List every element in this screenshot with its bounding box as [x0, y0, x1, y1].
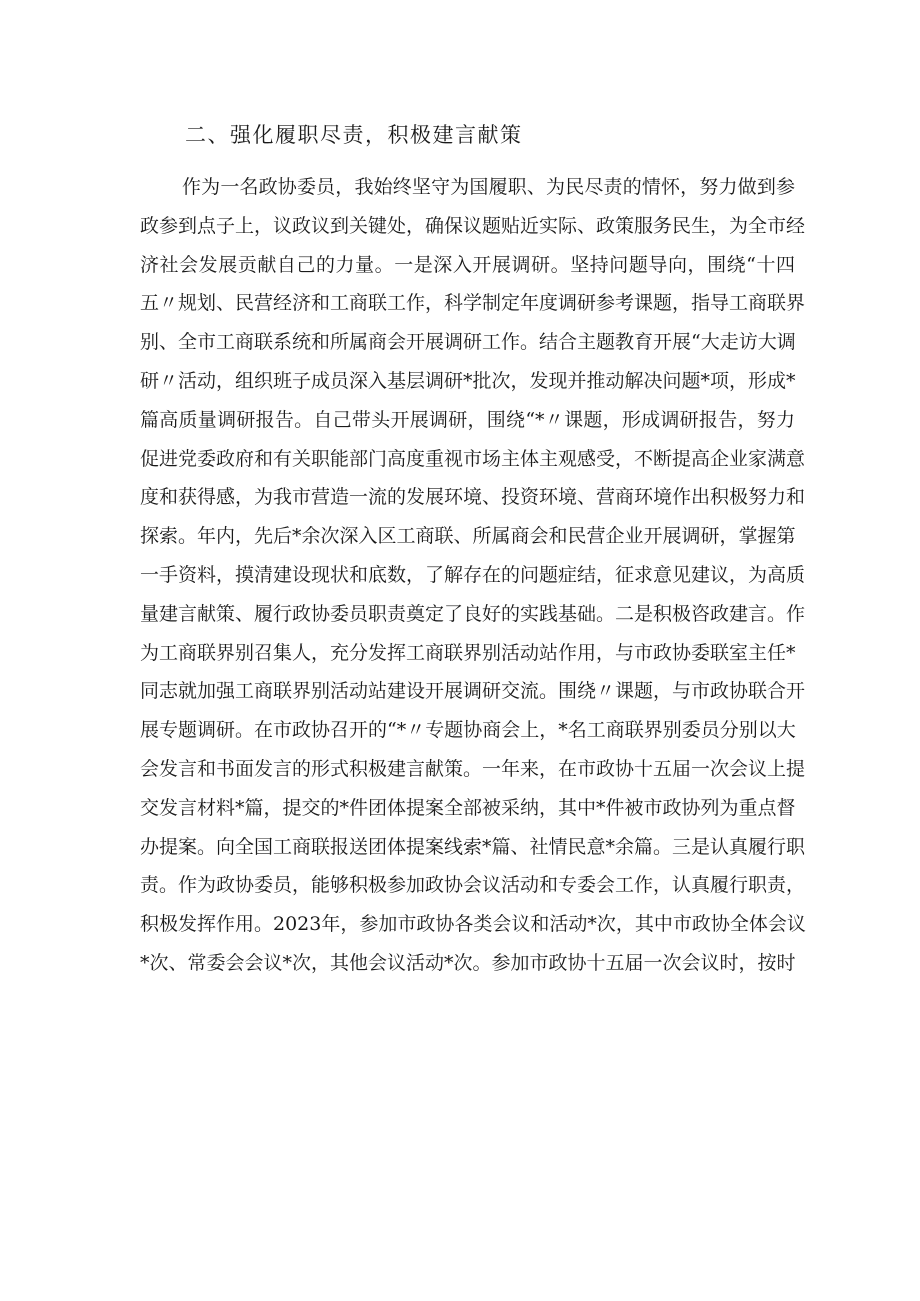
paragraph-line: 为工商联界别召集人，充分发挥工商联界别活动站作用，与市政协委联室主任*: [140, 641, 796, 664]
paragraph-line: *次、常委会会议*次，其他会议活动*次。参加市政协十五届一次会议时，按时: [140, 951, 796, 974]
paragraph-line: 济社会发展贡献自己的力量。一是深入开展调研。坚持问题导向，围绕“十四: [140, 253, 795, 276]
paragraph-line: 展专题调研。在市政协召开的“*〃专题协商会上，*名工商联界别委员分别以大: [140, 719, 796, 742]
paragraph-line: 量建言献策、履行政协委员职责奠定了良好的实践基础。二是积极咨政建言。作: [140, 602, 806, 625]
section-heading: 二、强化履职尽责，积极建言献策: [185, 123, 523, 147]
paragraph-line: 探索。年内，先后*余次深入区工商联、所属商会和民营企业开展调研，掌握第: [140, 525, 796, 548]
paragraph-line: 研〃活动，组织班子成员深入基层调研*批次，发现并推动解决问题*项，形成*: [140, 369, 796, 392]
paragraph-line: 五〃规划、民营经济和工商联工作，科学制定年度调研参考课题，指导工商联界: [140, 292, 806, 315]
paragraph-line: 促进党委政府和有关职能部门高度重视市场主体主观感受，不断提高企业家满意: [140, 447, 806, 470]
paragraph-line: 积极发挥作用。2023年，参加市政协各类会议和活动*次，其中市政协全体会议: [140, 913, 806, 936]
paragraph-line: 同志就加强工商联界别活动站建设开展调研交流。围绕〃课题，与市政协联合开: [140, 680, 806, 703]
paragraph-line: 办提案。向全国工商联报送团体提案线索*篇、社情民意*余篇。三是认真履行职: [140, 835, 806, 858]
body-paragraph: [140, 168, 806, 983]
paragraph-line: 篇高质量调研报告。自己带头开展调研，围绕“*〃课题，形成调研报告，努力: [140, 408, 795, 431]
paragraph-line: 度和获得感，为我市营造一流的发展环境、投资环境、营商环境作出积极努力和: [140, 486, 806, 509]
paragraph-line: 作为一名政协委员，我始终坚守为国履职、为民尽责的情怀，努力做到参: [182, 176, 795, 198]
paragraph-line: 政参到点子上，议政议到关键处，确保议题贴近实际、政策服务民生，为全市经: [140, 214, 806, 237]
paragraph-line: 交发言材料*篇，提交的*件团体提案全部被采纳，其中*件被市政协列为重点督: [140, 796, 796, 819]
paragraph-line: 一手资料，摸清建设现状和底数，了解存在的问题症结，征求意见建议，为高质: [140, 563, 806, 586]
paragraph-line: 别、全市工商联系统和所属商会开展调研工作。结合主题教育开展“大走访大调: [140, 331, 796, 354]
paragraph-line: 会发言和书面发言的形式积极建言献策。一年来，在市政协十五届一次会议上提: [140, 757, 806, 780]
paragraph-line: 责。作为政协委员，能够积极参加政协会议活动和专委会工作，认真履行职责，: [140, 874, 806, 897]
